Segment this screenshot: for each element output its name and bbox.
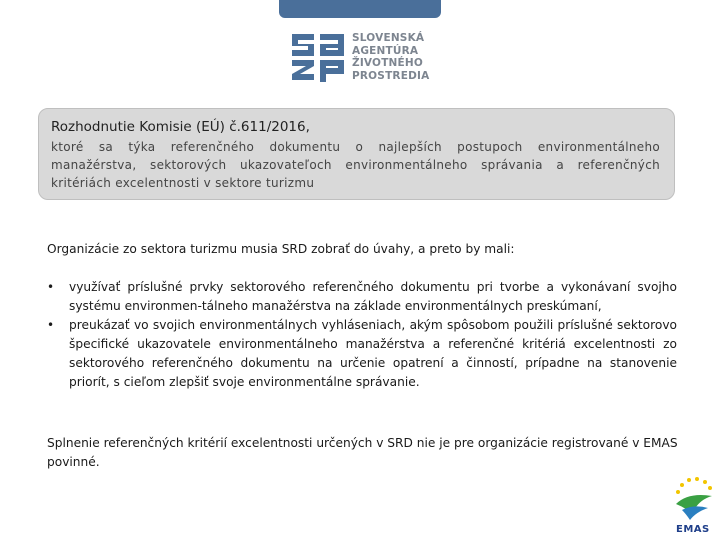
logo-line: PROSTREDIA	[352, 69, 430, 82]
list-item	[47, 278, 677, 316]
logo-line: AGENTÚRA	[352, 44, 419, 57]
list-item-text: preukázať vo svojich environmentálnych vyhláseniach, akým spôsobom použili príslušné sektorovo špecifické ukazovatele environmentálneho manažérstva a referenčné kritériá excelentnosti zo sektorového referenčného dokumentu na určenie opatrení a činností, prípadne na stanovenie priorít, s cieľom zlepšiť svoje environmentálne správanie.	[69, 318, 677, 389]
header-tab	[279, 0, 441, 18]
bullet-icon: •	[47, 280, 55, 294]
sazp-logo	[290, 30, 440, 88]
decision-text: ktoré sa týka referenčného dokumentu o najlepších postupoch environmentálneho manažérstva, sektorových ukazovateľoch environmentálneho správania a referenčných kritériách excelentnosti v sektore turizmu	[51, 140, 660, 190]
decision-title: Rozhodnutie Komisie (EÚ) č.611/2016,	[51, 119, 310, 135]
emas-label: EMAS	[676, 524, 710, 535]
list-item	[47, 316, 677, 392]
sazp-logo-text	[352, 32, 429, 82]
closing-paragraph: Splnenie referenčných kritérií excelentnosti určených v SRD nie je pre organizácie registrované v EMAS povinné.	[47, 436, 678, 469]
logo-line: ŽIVOTNÉHO	[352, 57, 424, 69]
bullet-list	[47, 278, 677, 392]
decision-box	[38, 108, 675, 200]
list-item-text: využívať príslušné prvky sektorového referenčného dokumentu pri tvorbe a vykonávaní svojho systému environmen-tálneho manažérstva na základe environmentálnych preskúmaní,	[69, 280, 677, 313]
intro-paragraph: Organizácie zo sektora turizmu musia SRD zobrať do úvahy, a preto by mali:	[47, 242, 515, 256]
bullet-icon: •	[47, 318, 55, 332]
logo-line: SLOVENSKÁ	[352, 32, 425, 44]
sazp-logo-icon	[290, 30, 348, 86]
